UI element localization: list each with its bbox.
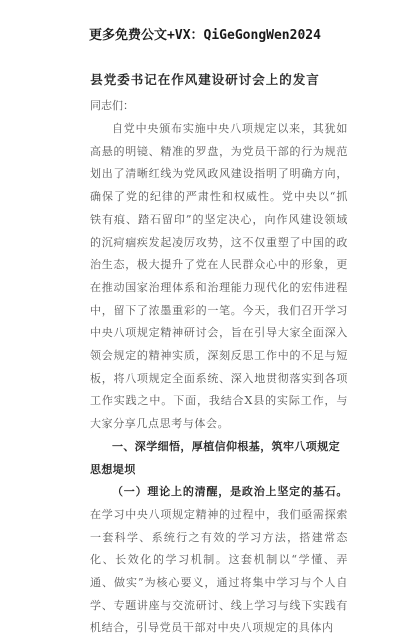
subsection-lead: （一）理论上的清醒，是政治上坚定的基石。 [112,485,348,499]
document-body [90,118,348,640]
section-heading: 一、深学细悟，厚植信仰根基，筑牢八项规定思想堤坝 [90,439,340,476]
subsection-paragraph [90,481,348,640]
promo-banner: 更多免费公文+VX：QiGeGongWen2024 [89,28,321,43]
subsection-text: 在学习中央八项规定精神的过程中，我们亟需探索一套科学、系统行之有效的学习方法，搭建常态化、长效化的学习机制。这套机制以“学懂、弄通、做实”为核心要义，通过将集中学习与个人自学、专题讲座与交流研讨、线上学习与线下实践有机结合，引导党员干部对中央八项规定的具体内 [90,507,348,635]
document-title: 县党委书记在作风建设研讨会上的发言 [90,72,320,87]
intro-paragraph: 自党中央颁布实施中央八项规定以来，其犹如高悬的明镜、精准的罗盘，为党员干部的行为规范划出了清晰红线为党风政风建设指明了明确方向，确保了党的纪律的严肃性和权威性。党中央以“抓铁有痕、踏石留印”的坚定决心，向作风建设领域的沉疴痼疾发起凌厉攻势，这不仅重塑了中国的政治生态，极大提升了党在人民群众心中的形象，更在推动国家治理体系和治理能力现代化的宏伟进程中，留下了浓墨重彩的一笔。今天，我们召开学习中央八项规定精神研讨会，旨在引导大家全面深入领会规定的精神实质，深刻反思工作中的不足与短板，将八项规定全面系统、深入地贯彻落实到各项工作实践之中。下面，我结合X县的实际工作，与大家分享几点思考与体会。 [90,122,348,431]
salutation: 同志们： [90,99,134,112]
